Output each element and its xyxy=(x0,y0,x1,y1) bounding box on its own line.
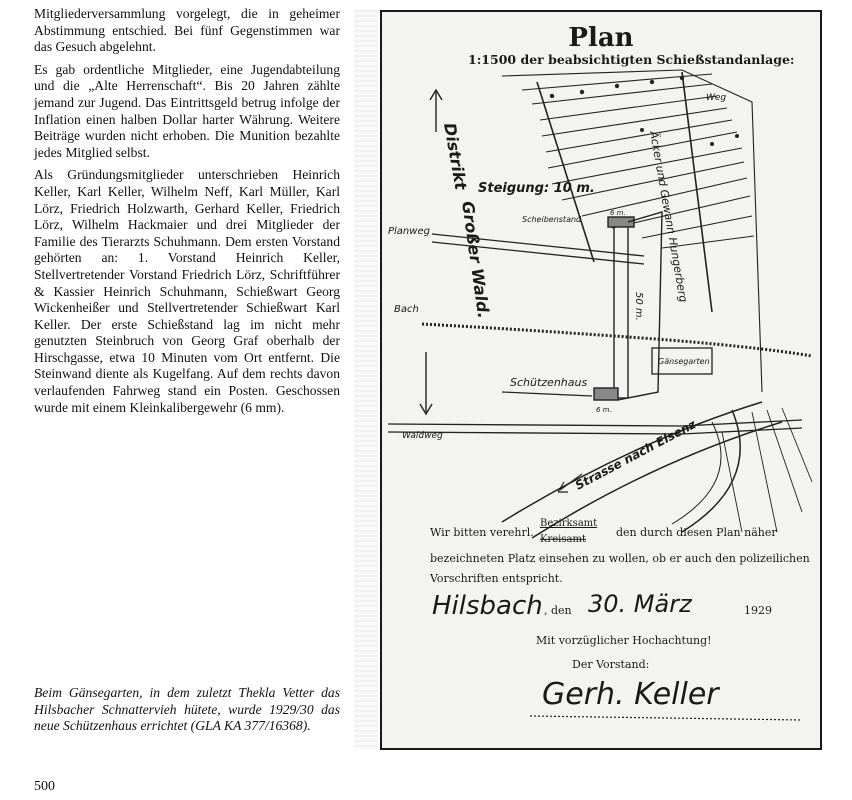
page-number: 500 xyxy=(34,779,55,794)
schuetzenhaus-pointer xyxy=(502,392,592,396)
waldweg-road xyxy=(388,420,802,434)
article-paragraph: Als Gründungsmitglieder unterschrieben Heinrich Keller, Karl Keller, Wilhelm Neff, Karl Müller, Karl Lörz, Friedrich Holzwarth, Gerhard Keller, Friedrich Lörz, Wilhelm Hackmaier und drei Mitglieder der Familie des Tierarzts Schuhmann. Dem ersten Vorstand gehörten an: 1. Vorstand Heinrich Keller, Stellvertretender Vorstand Friedrich Lörz, Schriftführer & Kassier Heinrich Schuhmann, Schießwart Georg Wickenheißer und Stellvertretender Schießwart Karl Keller. Der erste Schießstand lag im nicht mehr genutzten Steinbruch von Georg Graf oberhalb der Hirschgasse, etwa 10 Minuten vom Ort entfernt. Die Steinwand diente als Kugelfang. Auf dem rechts davon verlaufenden Fahrweg stand ein Posten. Geschossen wurde mit einem Kleinkalibergewehr (6 mm). xyxy=(34,167,340,415)
label-distrikt: Distrikt xyxy=(440,121,471,192)
label-gaensegarten: Gänsegarten xyxy=(658,357,710,366)
label-weg: Weg xyxy=(706,93,727,103)
letter-option2: Kreisamt xyxy=(540,534,586,545)
stream-line xyxy=(422,324,812,356)
letter-date-sep: , den xyxy=(544,604,572,617)
label-bach: Bach xyxy=(394,304,419,315)
label-scheibenstand: Scheibenstand xyxy=(522,215,582,224)
letter-greeting: Mit vorzüglicher Hochachtung! xyxy=(536,634,712,647)
letter-year: 1929 xyxy=(744,604,772,617)
signature-line xyxy=(530,716,802,720)
label-width-top: 6 m. xyxy=(610,209,626,217)
label-forest: Großer Wald. xyxy=(458,199,494,320)
letter-board: Der Vorstand: xyxy=(572,658,650,671)
plan-title: Plan xyxy=(568,23,634,53)
article-paragraph: Mitgliederversammlung vorgelegt, die in geheimer Abstimmung entschied. Bei fünf Gegenstimmen war das Gesuch abgelehnt. xyxy=(34,6,340,55)
article-paragraph: Es gab ordentliche Mitglieder, eine Jugendabteilung und die „Alte Herrenschaft“. Bis 20 Jahren zählte jemand zur Jugend. Das Eintrittsgeld betrug infolge der Inflation einen halben Dollar harter Währung. Weitere Beiträge wurden nicht erhoben. Die Munition bezahlte jedes Mitglied selbst. xyxy=(34,61,340,160)
scan-shadow xyxy=(354,10,378,750)
label-distance: 50 m. xyxy=(633,292,644,321)
letter-place: Hilsbach xyxy=(432,591,543,621)
letter-line2: bezeichneten Platz einsehen zu wollen, ob er auch den polizeilichen xyxy=(430,552,810,565)
article-column xyxy=(34,6,340,422)
label-steigung: Steigung: 10 m. xyxy=(478,181,595,196)
letter-date: 30. März xyxy=(588,590,692,618)
letter-option1: Bezirksamt xyxy=(540,518,598,529)
letter-line3: Vorschriften entspricht. xyxy=(430,572,563,585)
plan-drawing xyxy=(382,12,820,748)
label-aecker: Äcker und Gewann Hungerberg xyxy=(647,130,690,304)
historic-plan-figure xyxy=(380,10,822,750)
letter-line1-pre: Wir bitten verehrl. xyxy=(430,526,534,539)
plan-subtitle: 1:1500 der beabsichtigten Schießstandanlage: xyxy=(468,52,795,67)
letter-line1-post: den durch diesen Plan näher xyxy=(616,526,777,539)
letter-signature: Gerh. Keller xyxy=(542,677,719,712)
label-planweg: Planweg xyxy=(388,226,430,237)
figure-caption: Beim Gänsegarten, in dem zuletzt Thekla Vetter das Hilsbacher Schnattervieh hütete, wurde 1929/30 das neue Schützenhaus errichtet (GLA KA 377/16368). xyxy=(34,685,340,734)
label-strasse: Strasse nach Elsenz xyxy=(572,417,699,493)
label-width-bottom: 6 m. xyxy=(596,406,612,414)
direction-arrows xyxy=(420,90,442,414)
label-schuetzenhaus: Schützenhaus xyxy=(510,376,588,389)
label-waldweg: Waldweg xyxy=(402,431,443,441)
